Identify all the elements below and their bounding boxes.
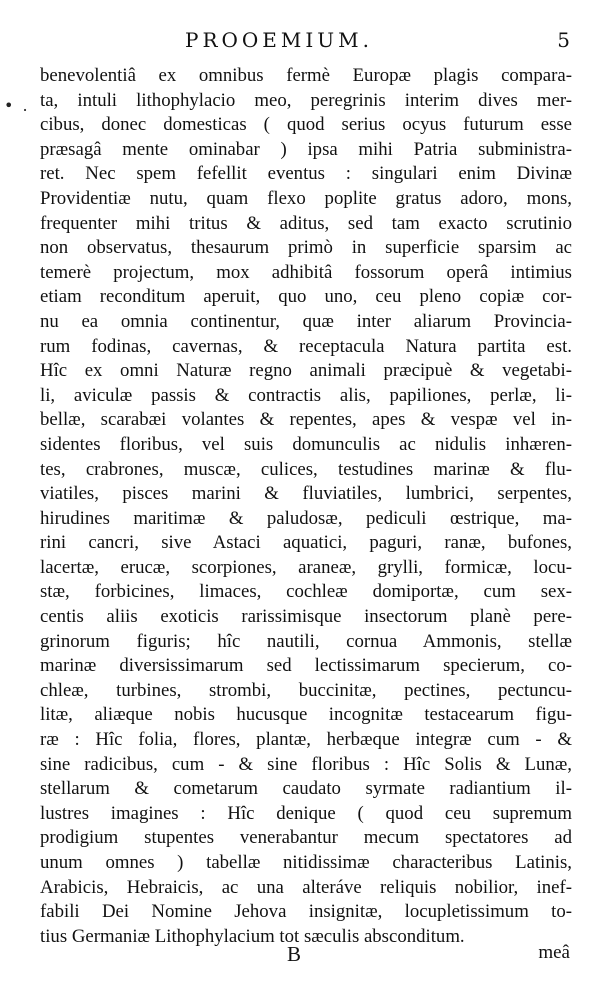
- text-line: tius Germaniæ Lithophylacium tot sæculis absconditum.: [40, 925, 465, 947]
- text-line: præsagâ mente ominabar ) ipsa mihi Patria subministra-: [40, 138, 572, 160]
- text-line: etiam reconditum aperuit, quo uno, ceu pleno copiæ cor-: [40, 286, 572, 308]
- text-line: ret. Nec spem fefellit eventus : singulari enim Divinæ: [40, 163, 572, 185]
- text-line: stellarum & cometarum caudato syrmate radiantium il-: [40, 778, 572, 800]
- text-line: prodigium stupentes venerabantur mecum spectatores ad: [40, 827, 572, 849]
- text-line: bellæ, scarabæi volantes & repentes, apes & vespæ vel in-: [40, 409, 572, 431]
- text-line: rini cancri, sive Astaci aquatici, paguri, ranæ, bufones,: [40, 532, 572, 554]
- text-line: cibus, donec domesticas ( quod serius ocyus futurum esse: [40, 114, 572, 136]
- text-line: ta, intuli lithophylacio meo, peregrinis interim dives mer-: [40, 89, 572, 111]
- text-line: unum omnes ) tabellæ nitidissimæ characteribus Latinis,: [40, 852, 572, 873]
- text-line: centis aliis exoticis rarissimisque insectorum planè pere-: [40, 606, 572, 628]
- text-line: ræ : Hîc folia, flores, plantæ, herbæque integræ cum - &: [40, 729, 572, 751]
- text-line: lustres imagines : Hîc denique ( quod ceu supremum: [40, 802, 572, 824]
- text-line: sine radicibus, cum - & sine floribus : Hîc Solis & Lunæ,: [40, 753, 572, 775]
- text-line: benevolentiâ ex omnibus fermè Europæ plagis compara-: [40, 65, 572, 86]
- text-line: frequenter mihi tritus & aditus, sed tam exacto scrutinio: [40, 212, 572, 234]
- text-line: sidentes floribus, vel suis domunculis ac nidulis inhæren-: [40, 433, 572, 455]
- page-header: [0, 24, 600, 58]
- text-line: Providentiæ nutu, quam flexo poplite gratus adoro, mons,: [40, 187, 572, 209]
- text-line: stæ, forbicines, limaces, cochleæ domiportæ, cum sex-: [40, 581, 572, 603]
- catchword: meâ: [538, 942, 570, 963]
- text-line: non observatus, thesaurum primò in superficie sparsim ac: [40, 237, 572, 259]
- body-text: [40, 64, 572, 949]
- text-line: rum fodinas, cavernas, & receptacula Natura partita est.: [40, 335, 572, 357]
- text-line: Hîc ex omni Naturæ regno animali præcipuè & vegetabi-: [40, 360, 572, 382]
- page-number: 5: [557, 28, 570, 52]
- page-footer: [0, 942, 600, 972]
- text-line: nu ea omnia continentur, quæ inter aliarum Provincia-: [40, 310, 572, 332]
- text-line: hirudines maritimæ & paludosæ, pediculi œstrique, ma-: [40, 507, 572, 529]
- text-line: lacertæ, erucæ, scorpiones, araneæ, grylli, formicæ, locu-: [40, 556, 572, 578]
- text-line: viatiles, pisces marini & fluviatiles, lumbrici, serpentes,: [40, 483, 572, 505]
- text-line: grinorum figuris; hîc nautili, cornua Ammonis, stellæ: [40, 630, 572, 652]
- text-line: chleæ, turbines, strombi, buccinitæ, pectines, pectuncu-: [40, 679, 572, 701]
- running-head: PROOEMIUM.: [185, 28, 373, 52]
- text-line: li, aviculæ passis & contractis alis, papiliones, perlæ, li-: [40, 384, 572, 406]
- text-line: marinæ diversissimarum sed lectissimarum specierum, co-: [40, 655, 572, 677]
- margin-mark: • .: [4, 96, 30, 115]
- signature-mark: B: [287, 942, 302, 966]
- text-line: litæ, aliæque nobis hucusque incognitæ testacearum figu-: [40, 704, 572, 726]
- text-line: fabili Dei Nomine Jehova insignitæ, locupletissimum to-: [40, 901, 572, 923]
- text-line: tes, crabrones, muscæ, culices, testudines marinæ & flu-: [40, 458, 572, 480]
- text-line: temerè projectum, mox adhibitâ fossorum operâ intimius: [40, 261, 572, 283]
- text-line: Arabicis, Hebraicis, ac una alteráve reliquis nobilior, inef-: [40, 876, 572, 898]
